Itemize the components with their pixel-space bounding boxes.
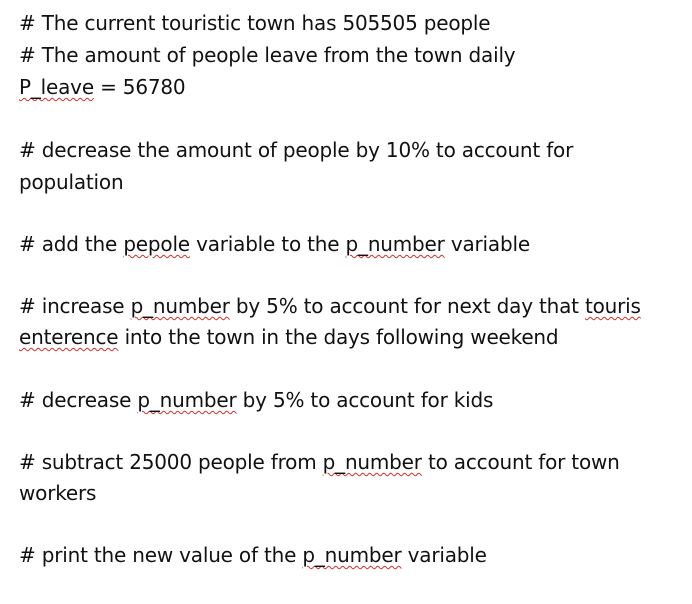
misspelled-word: P_leave [19, 75, 94, 99]
text-run: workers [19, 481, 97, 505]
misspelled-word: p_number [322, 450, 422, 474]
text-run: to account for town [421, 450, 620, 474]
text-line [19, 43, 515, 67]
misspelled-word: p_number [130, 294, 230, 318]
misspelled-word: pepole [123, 232, 190, 256]
text-run: # decrease [19, 388, 138, 412]
text-run: by 5% to account for kids [236, 388, 494, 412]
text-run: # print the new value of the [19, 543, 303, 567]
text-run: variable [444, 232, 530, 256]
text-run: variable to the [189, 232, 346, 256]
text-line [19, 388, 493, 412]
misspelled-word: touris [584, 294, 641, 318]
text-run: population [19, 170, 124, 194]
text-run: # decrease the amount of people by 10% to account for [19, 138, 574, 162]
text-line [19, 232, 530, 256]
text-run: # The amount of people leave from the town daily [19, 43, 516, 67]
text-line [19, 170, 123, 194]
text-line [19, 450, 620, 474]
text-line [19, 325, 558, 349]
text-line [19, 138, 573, 162]
misspelled-word: p_number [345, 232, 445, 256]
text-run: by 5% to account for next day that [229, 294, 585, 318]
text-line [19, 75, 185, 99]
misspelled-word: p_number [137, 388, 237, 412]
text-run: # subtract 25000 people from [19, 450, 323, 474]
text-run: variable [401, 543, 487, 567]
text-line [19, 543, 487, 567]
text-run: # increase [19, 294, 131, 318]
text-run: # The current touristic town has 505505 people [19, 11, 491, 35]
text-line [19, 481, 96, 505]
misspelled-word: p_number [302, 543, 402, 567]
text-run: # add the [19, 232, 124, 256]
text-line [19, 294, 641, 318]
text-run: = 56780 [93, 75, 186, 99]
misspelled-word: enterence [19, 325, 119, 349]
text-line [19, 11, 490, 35]
text-run: into the town in the days following weekend [118, 325, 559, 349]
